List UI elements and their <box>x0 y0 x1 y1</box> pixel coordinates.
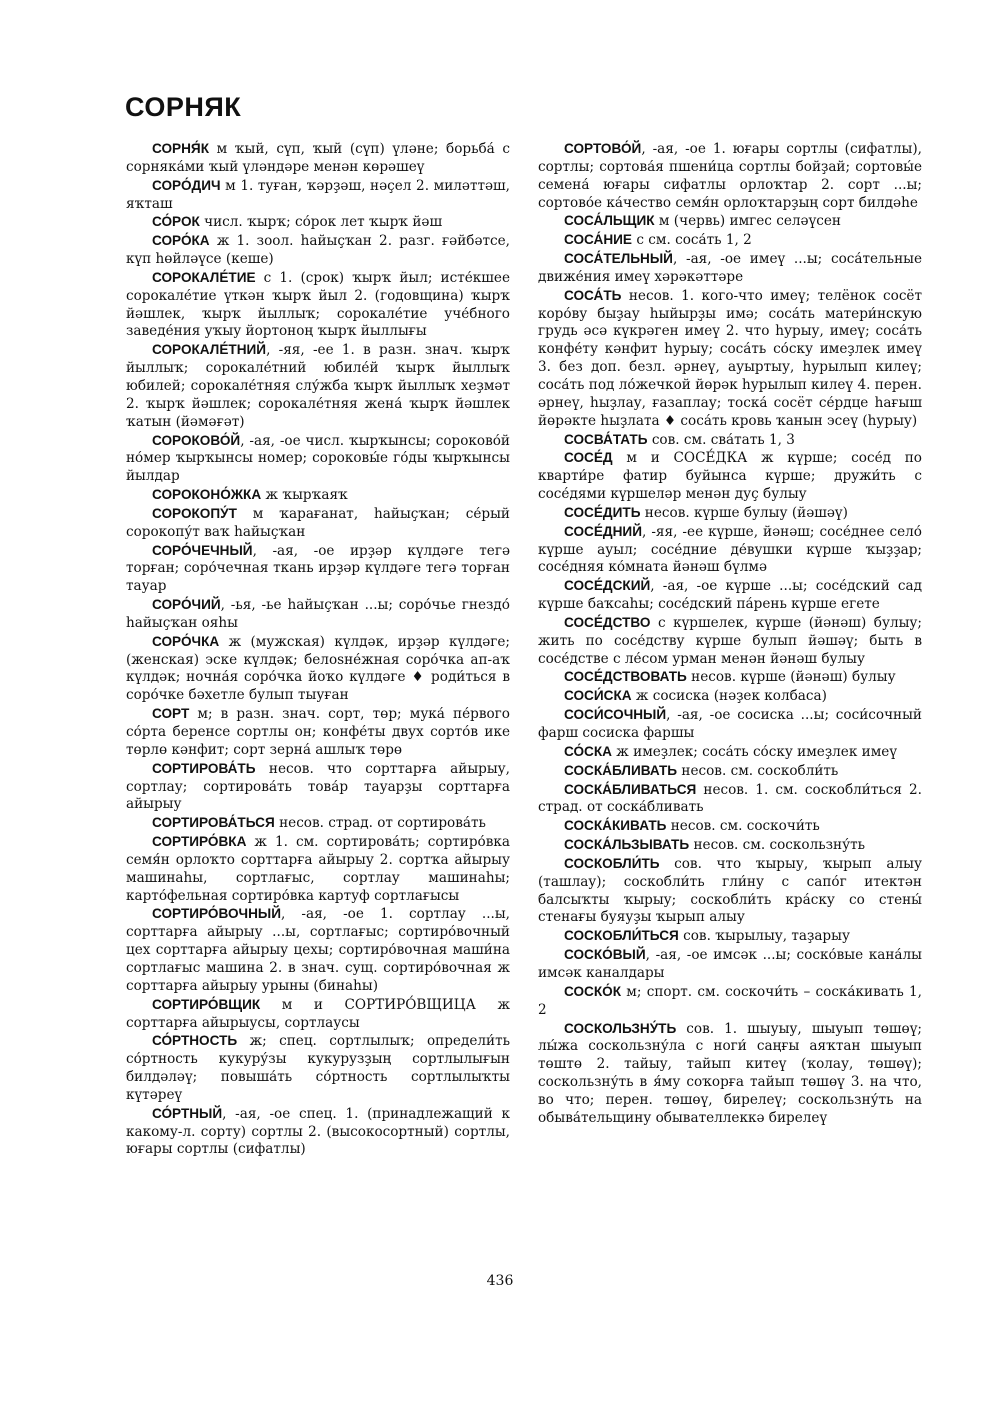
dictionary-entry: СОРТОВО́Й, -ая, -ое 1. юғары сортлы (сифатлы), сортлы; сортова́я пшени́ца сортлы бойҙай; сортовы́е семена́ юғары сифатлы орлоҡтар 2. сорт ...ы; сортово́е ка́чество семя́н орлоҡтарҙың сорт билдәһе <box>538 141 922 211</box>
headword: СОРО́ДИЧ <box>152 177 221 193</box>
headword: СОСА́НИЕ <box>564 232 633 248</box>
dictionary-entry: СОРТИРО́ВЩИК м и СОРТИРО́ВЩИЦА ж сорттарға айырыусы, сортлаусы <box>126 996 510 1031</box>
dictionary-entry: СОСКОБЛИ́ТЬСЯ сов. ҡырылыу, таҙарыу <box>564 928 850 945</box>
headword: СОРТОВО́Й <box>564 141 642 156</box>
dictionary-entry: СОСКА́БЛИВАТЬ несов. см. соскобли́ть <box>564 762 839 779</box>
headword: СОСЕ́Д <box>564 450 613 466</box>
headword: СОРТИРОВА́ТЬ <box>152 760 256 776</box>
headword: СОСКО́ВЫЙ <box>564 947 646 963</box>
headword: СО́СКА <box>564 743 612 759</box>
headword: СОСЕ́ДСТВОВАТЬ <box>564 669 687 685</box>
headword: СОРО́КА <box>152 233 210 249</box>
dictionary-entry: СОСВА́ТАТЬ сов. см. сва́тать 1, 3 <box>564 431 795 448</box>
headword: СОСКО́К <box>564 983 622 999</box>
dictionary-entry: СОСЕ́ДНИЙ, -яя, -ее күрше, йәнәш; сосе́днее село́ күрше ауыл; сосе́дние де́вушки күрше ҡыҙҙар; сосе́дняя ко́мната йәнәш бүлмә <box>538 523 922 576</box>
headword: СО́РОК <box>152 214 200 230</box>
headword: СОРТИРО́ВКА <box>152 834 247 850</box>
headword: СОСИ́СКА <box>564 688 632 704</box>
headword: СОСКОБЛИ́ТЬСЯ <box>564 928 679 944</box>
dictionary-entry: СОРТИРОВА́ТЬ несов. что сорттарға айырыу, сортлау; сортирова́ть това́р тауарҙы сорттарға айырыу <box>126 760 510 813</box>
headword: СОСКОЛЬЗНУ́ТЬ <box>564 1020 677 1036</box>
running-head: СОРНЯК <box>125 92 242 122</box>
dictionary-entry: СОСКА́БЛИВАТЬСЯ несов. 1. см. соскобли́ться 2. страд. от соска́бливать <box>538 781 922 816</box>
headword: СОРНЯ́К <box>152 141 210 156</box>
dictionary-entry: СОСА́ТЕЛЬНЫЙ, -ая, -ое имеү ...ы; соса́тельные движе́ния имеү хәрәкәттәре <box>538 251 922 285</box>
headword: СОСА́ТЬ <box>564 287 622 303</box>
headword: СОРО́ЧЕЧНЫЙ <box>152 542 253 558</box>
left-column <box>126 140 510 1159</box>
headword: СО́РТНОСТЬ <box>152 1033 238 1049</box>
dictionary-entry: СОСИ́СОЧНЫЙ, -ая, -ое сосиска ...ы; соси́сочный фарш сосиска фаршы <box>538 707 922 741</box>
headword: СОСЕ́ДНИЙ <box>564 523 642 539</box>
headword: СОРТИРО́ВОЧНЫЙ <box>152 906 281 922</box>
dictionary-entry: СОРТИРО́ВКА ж 1. см. сортирова́ть; сортиро́вка семя́н орлоҡто сорттарға айырыу 2. сортҡа айырыу машинаһы, сортлағыс, сортлау машинаһы; карто́фельная сортиро́вка картуф сортлағысы <box>126 834 510 904</box>
dictionary-entry: СОРО́ЧИЙ, -ья, -ье һайыҫҡан ...ы; соро́чье гнездо́ һайыҫҡан ояһы <box>126 597 510 631</box>
headword: СОСКА́КИВАТЬ <box>564 818 667 834</box>
headword: СОРО́ЧКА <box>152 633 220 649</box>
dictionary-entry: СОРТИРО́ВОЧНЫЙ, -ая, -ое 1. сортлау ...ы, сорттарға айырыу ...ы, сортлағыс; сортиро́вочный цех сорттарға айырыу цехы; сортиро́вочная маши́на сортлағыс машина 2. в знач. сущ. сортиро́вочная ж сорттарға айырыу урыны (бинаһы) <box>126 906 510 994</box>
dictionary-entry: СО́РТНЫЙ, -ая, -ое спец. 1. (принадлежащий к какому-л. сорту) сортлы 2. (высокосортный) сортлы, юғары сортлы (сифатлы) <box>126 1105 510 1158</box>
dictionary-entry: СОРТ м; в разн. знач. сорт, төр; мука́ пе́рвого со́рта беренсе сортлы он; конфе́ты двух сорто́в ике төрлө кәнфит; сорт зерна́ ашлыҡ төрө <box>126 706 510 758</box>
dictionary-entry: СОСЕ́ДСКИЙ, -ая, -ое күрше ...ы; сосе́дский сад күрше баҡсаһы; сосе́дский па́рень күрше егете <box>538 578 922 613</box>
dictionary-entry: СОРОКОПУ́Т м ҡарағанат, һайыҫҡан; се́рый сорокопу́т ваҡ һайыҫҡан <box>126 505 510 540</box>
headword: СОСЕ́ДСКИЙ <box>564 578 651 594</box>
dictionary-entry: СОСЕ́ДСТВОВАТЬ несов. күрше (йәнәш) булыу <box>564 669 896 686</box>
dictionary-entry: СО́РТНОСТЬ ж; спец. сортлылыҡ; определи́ть со́ртность кукуру́зы кукурузҙың сортлылығын билдәләү; повыша́ть со́ртность сортлылыҡты күтәреү <box>126 1033 510 1103</box>
headword: СОРТИРО́ВЩИК <box>152 996 261 1012</box>
headword: СОСИ́СОЧНЫЙ <box>564 707 667 723</box>
headword: СОСКА́БЛИВАТЬСЯ <box>564 781 697 797</box>
dictionary-entry: СОСЕ́ДИТЬ несов. күрше булыу (йәшәү) <box>564 504 848 521</box>
dictionary-entry: СОРО́ЧЕЧНЫЙ, -ая, -ое ирҙәр күлдәге тегә торған; соро́чечная ткань ирҙәр күлдәге тегә торған тауар <box>126 542 510 595</box>
dictionary-entry: СОСКО́ВЫЙ, -ая, -ое имсәк ...ы; соско́вые кана́лы имсәк каналдары <box>538 947 922 981</box>
dictionary-entry: СОСА́ЛЬЩИК м (червь) имгес селәүсен <box>564 213 841 230</box>
dictionary-entry: СОРНЯ́К м ҡый, сүп, ҡый (сүп) үләне; борьба́ с сорняка́ми ҡый үләндәре менән көрәшеү <box>126 141 510 175</box>
dictionary-entry: СОРО́ЧКА ж (мужская) күлдәк, ирҙәр күлдәге; (женская) эске күлдәк; белоsне́жная соро́чка ап-аҡ күлдәк; ночна́я соро́чка йоҡо күлдәге ♦ роди́ться в соро́чке бәхетле булып тыуған <box>126 633 510 704</box>
dictionary-entry: СОСКОЛЬЗНУ́ТЬ сов. 1. шыуыу, шыуып төшөү; лы́жа соскользну́ла с ноги́ саңғы аяҡтан шыуып төштө 2. тайыу, тайып китеү (ҡолау, төшөү); соскользну́ть в я́му соҡорға тайып төшөү 3. на что, во что; перен. төшөү, бирелеү; соскользну́ть на обыва́тельщину обывателлеккә бирелеү <box>538 1020 922 1126</box>
dictionary-entry: СОРОКАЛЕ́ТНИЙ, -яя, -ее 1. в разн. знач. ҡырҡ йыллыҡ; сорокале́тний юбиле́й ҡырҡ йыллыҡ юбилей; сорокале́тняя слу́жба ҡырҡ йыллыҡ хеҙмәт 2. ҡырҡ йәшлек; сорокале́тняя жена́ ҡырҡ йәшлек ҡатын (йәмәғәт) <box>126 342 510 430</box>
headword: СОРТ <box>152 706 190 722</box>
dictionary-entry: СОРОКАЛЕ́ТИЕ с 1. (срок) ҡырҡ йыл; исте́кшее сорокале́тие үткән ҡырҡ йыл 2. (годовщина) ҡырҡ йәшлек, ҡырҡ йыллыҡ; сорокале́тие уче́бного заведе́ния уҡыу йортоноң ҡырҡ йыллығы <box>126 269 510 340</box>
headword: СОСА́ЛЬЩИК <box>564 213 655 229</box>
right-column <box>538 140 922 1128</box>
dictionary-entry: СОРО́КА ж 1. зоол. һайыҫҡан 2. разг. ғәйбәтсе, күп һөйләүсе (кеше) <box>126 233 510 268</box>
dictionary-entry: СОСЕ́Д м и СОСЕ́ДКА ж күрше; сосе́д по кварти́ре фатир буйынса күрше; дружи́ть с сосе́дями күршеләр менән дуҫ булыу <box>538 450 922 503</box>
dictionary-entry: СОРОКОВО́Й, -ая, -ое числ. ҡырҡынсы; сороково́й но́мер ҡырҡынсы номер; сороковы́е го́ды ҡырҡынсы йылдар <box>126 432 510 485</box>
dictionary-entry: СОРОКОНО́ЖКА ж ҡырҡаяҡ <box>152 487 348 504</box>
dictionary-entry: СОСА́НИЕ с см. соса́ть 1, 2 <box>564 232 752 249</box>
headword: СОРТИРОВА́ТЬСЯ <box>152 815 275 831</box>
dictionary-entry: СОСКА́ЛЬЗЫВАТЬ несов. см. соскользну́ть <box>564 837 866 854</box>
headword: СОСА́ТЕЛЬНЫЙ <box>564 251 673 267</box>
dictionary-entry: СО́РОК числ. ҡырҡ; со́рок лет ҡырҡ йәш <box>152 214 443 231</box>
dictionary-entry: СОРО́ДИЧ м 1. туған, ҡәрҙәш, нәҫел 2. миләттәш, яҡташ <box>126 177 510 212</box>
dictionary-entry: СОСЕ́ДСТВО с күршелек, күрше (йәнәш) булыу; жить по сосе́дству күрше булып йәшәү; быть в сосе́дстве с ле́сом урман менән йәнәш булыу <box>538 614 922 667</box>
headword: СОСЕ́ДСТВО <box>564 614 651 630</box>
headword: СОРОКОВО́Й <box>152 432 241 448</box>
dictionary-entry: СОСКОБЛИ́ТЬ сов. что ҡырыу, ҡырып алыу (ташлау); соскобли́ть гли́ну с сапо́г итектән балсыҡты ҡырыу; соскобли́ть кра́ску со стены́ стенағы буяуҙы ҡырып алыу <box>538 855 922 926</box>
dictionary-entry: СО́СКА ж имеҙлек; соса́ть со́ску имеҙлек имеү <box>564 743 897 760</box>
dictionary-entry: СОСКО́К м; спорт. см. соскочи́ть – соска́кивать 1, 2 <box>538 983 922 1018</box>
dictionary-entry: СОРТИРОВА́ТЬСЯ несов. страд. от сортирова́ть <box>152 815 486 832</box>
headword: СОСКА́БЛИВАТЬ <box>564 762 678 778</box>
headword: СОСВА́ТАТЬ <box>564 431 648 447</box>
headword: СОСКОБЛИ́ТЬ <box>564 855 660 871</box>
headword: СОРОКОНО́ЖКА <box>152 487 262 503</box>
headword: СОРОКОПУ́Т <box>152 505 237 521</box>
headword: СОРОКАЛЕ́ТИЕ <box>152 269 256 285</box>
headword: СОРО́ЧИЙ <box>152 597 221 613</box>
headword: СОСКА́ЛЬЗЫВАТЬ <box>564 837 690 853</box>
headword: СО́РТНЫЙ <box>152 1105 223 1121</box>
dictionary-entry: СОСИ́СКА ж сосиска (нәҙек колбаса) <box>564 688 827 705</box>
dictionary-entry: СОСА́ТЬ несов. 1. кого-что имеү; телёнок сосёт коро́ву быҙау һыйырҙы имә; соса́ть матери́нскую грудь әсә күкрәген имеү 2. что һурыу, имеү; соса́ть конфе́ту кәнфит һурыу; соса́ть со́ску имеҙлек имеү 3. без доп. безл. әрнеү, ауыртыу, һурылып килеү; соса́ть под ло́жечкой йөрәк һурылып килеү 4. перен. әрнеү, һыҙлау, ғазаплау; тоска́ сосёт се́рдце һағыш йөрәкте һыҙлата ♦ соса́ть кровь ҡанын эсеү (һурыу) <box>538 287 922 429</box>
dictionary-entry: СОСКА́КИВАТЬ несов. см. соскочи́ть <box>564 818 820 835</box>
headword: СОСЕ́ДИТЬ <box>564 504 641 520</box>
page-number: 436 <box>486 1273 514 1289</box>
headword: СОРОКАЛЕ́ТНИЙ <box>152 342 267 358</box>
